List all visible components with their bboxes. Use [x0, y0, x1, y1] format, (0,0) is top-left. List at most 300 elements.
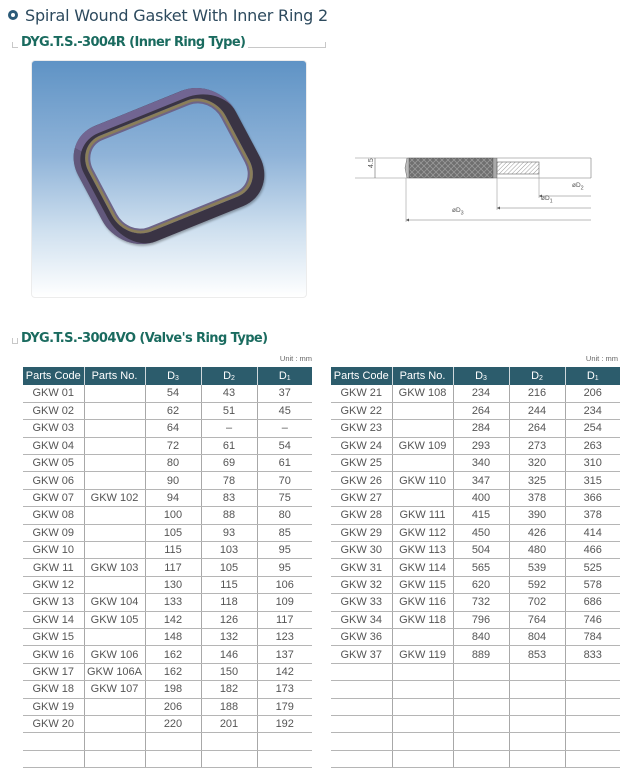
- d3-cell: 162: [145, 646, 201, 663]
- parts-code-cell: GKW 36: [331, 628, 392, 645]
- table-row: [331, 385, 620, 402]
- table-row: [23, 489, 312, 506]
- table-row: [331, 542, 620, 559]
- d3-cell: 115: [145, 542, 201, 559]
- d1-dimension-label: $øD_1$: [541, 195, 553, 205]
- d2-cell: 378: [509, 489, 565, 506]
- table-row: [331, 559, 620, 576]
- d1-cell: 173: [257, 681, 312, 698]
- d3-cell: 293: [453, 437, 509, 454]
- table-header-row: [331, 367, 620, 385]
- circle-bullet-icon: [8, 10, 18, 20]
- d1-cell: 106: [257, 576, 312, 593]
- parts-no-cell: [392, 489, 453, 506]
- table-row: [23, 733, 312, 750]
- subscript: 1: [549, 198, 553, 205]
- gasket-ring-image: [60, 76, 279, 255]
- parts-no-cell: GKW 102: [84, 489, 145, 506]
- d1-cell: 234: [565, 402, 620, 419]
- d2-cell: [509, 681, 565, 698]
- d1-cell: 686: [565, 594, 620, 611]
- d1-cell: 179: [257, 698, 312, 715]
- parts-no-cell: [392, 628, 453, 645]
- section-header-valve-ring: [12, 326, 312, 346]
- table-row: [331, 524, 620, 541]
- d1-cell: 61: [257, 455, 312, 472]
- table-row: [331, 576, 620, 593]
- table-row: [331, 663, 620, 680]
- table-row: [331, 472, 620, 489]
- table-header-row: [23, 367, 312, 385]
- d2-cell: 320: [509, 455, 565, 472]
- parts-no-cell: [392, 750, 453, 767]
- parts-code-cell: GKW 06: [23, 472, 84, 489]
- d3-cell: 54: [145, 385, 201, 402]
- parts-no-cell: GKW 106: [84, 646, 145, 663]
- d3-cell: [145, 750, 201, 767]
- d3-cell: 889: [453, 646, 509, 663]
- table-row: [23, 559, 312, 576]
- d3-cell: [453, 681, 509, 698]
- parts-code-cell: GKW 08: [23, 507, 84, 524]
- d2-cell: 804: [509, 628, 565, 645]
- d3-cell: 504: [453, 542, 509, 559]
- parts-no-cell: GKW 104: [84, 594, 145, 611]
- unit-label-left: Unit : mm: [279, 354, 312, 363]
- parts-no-cell: GKW 103: [84, 559, 145, 576]
- d1-cell: 315: [565, 472, 620, 489]
- parts-code-cell: GKW 09: [23, 524, 84, 541]
- d2-cell: [509, 663, 565, 680]
- parts-code-cell: [331, 663, 392, 680]
- table-row: [331, 437, 620, 454]
- parts-code-cell: GKW 07: [23, 489, 84, 506]
- subscript: 3: [175, 375, 179, 382]
- d1-cell: 578: [565, 576, 620, 593]
- d2-cell: 325: [509, 472, 565, 489]
- parts-no-cell: GKW 118: [392, 611, 453, 628]
- d1-cell: 95: [257, 542, 312, 559]
- d1-cell: 54: [257, 437, 312, 454]
- parts-code-cell: GKW 04: [23, 437, 84, 454]
- cross-section-drawing: [355, 148, 625, 228]
- table-row: [331, 628, 620, 645]
- d1-cell: 137: [257, 646, 312, 663]
- parts-code-cell: GKW 03: [23, 420, 84, 437]
- table-row: [23, 594, 312, 611]
- d3-cell: 162: [145, 663, 201, 680]
- d2-cell: 539: [509, 559, 565, 576]
- unit-label-right: Unit : mm: [585, 354, 618, 363]
- col-header-parts-no: Parts No.: [84, 367, 145, 385]
- d1-cell: 206: [565, 385, 620, 402]
- parts-code-cell: [23, 733, 84, 750]
- page-title: [8, 4, 328, 26]
- parts-code-cell: GKW 14: [23, 611, 84, 628]
- d1-cell: [565, 733, 620, 750]
- d2-cell: 426: [509, 524, 565, 541]
- d3-cell: [453, 663, 509, 680]
- parts-no-cell: GKW 110: [392, 472, 453, 489]
- table-row: [331, 402, 620, 419]
- parts-no-cell: [392, 402, 453, 419]
- d1-cell: 784: [565, 628, 620, 645]
- table-row: [23, 524, 312, 541]
- parts-no-cell: [392, 733, 453, 750]
- parts-no-cell: GKW 116: [392, 594, 453, 611]
- parts-code-cell: GKW 33: [331, 594, 392, 611]
- col-header-d3: $D_3$: [145, 367, 201, 385]
- table-row: [23, 646, 312, 663]
- d3-cell: 64: [145, 420, 201, 437]
- d1-cell: 85: [257, 524, 312, 541]
- table-row: [331, 594, 620, 611]
- parts-no-cell: [84, 472, 145, 489]
- d2-cell: 146: [201, 646, 257, 663]
- table-row: [331, 646, 620, 663]
- table-row: [23, 750, 312, 767]
- section-title: DYG.T.S.-3004R (Inner Ring Type): [18, 35, 248, 50]
- col-header-parts-code: Parts Code: [23, 367, 84, 385]
- parts-no-cell: [84, 576, 145, 593]
- gasket-photo: [31, 60, 307, 298]
- table-row: [331, 733, 620, 750]
- d3-cell: 117: [145, 559, 201, 576]
- d2-cell: 43: [201, 385, 257, 402]
- table-row: [23, 385, 312, 402]
- d3-cell: 840: [453, 628, 509, 645]
- d3-cell: [453, 733, 509, 750]
- d2-cell: 853: [509, 646, 565, 663]
- d1-cell: 45: [257, 402, 312, 419]
- d3-cell: 415: [453, 507, 509, 524]
- parts-code-cell: GKW 25: [331, 455, 392, 472]
- section-header-inner-ring: [12, 30, 326, 50]
- parts-no-cell: GKW 113: [392, 542, 453, 559]
- d1-cell: 80: [257, 507, 312, 524]
- parts-no-cell: GKW 105: [84, 611, 145, 628]
- table-row: [331, 715, 620, 732]
- parts-code-cell: GKW 22: [331, 402, 392, 419]
- d1-cell: 75: [257, 489, 312, 506]
- parts-no-cell: [84, 507, 145, 524]
- parts-code-cell: GKW 27: [331, 489, 392, 506]
- table-row: [23, 611, 312, 628]
- d2-cell: 115: [201, 576, 257, 593]
- d2-cell: 88: [201, 507, 257, 524]
- svg-text:4.5: 4.5: [368, 158, 375, 168]
- d1-cell: 466: [565, 542, 620, 559]
- parts-code-cell: [331, 750, 392, 767]
- parts-code-cell: GKW 05: [23, 455, 84, 472]
- d2-cell: 93: [201, 524, 257, 541]
- table-row: [331, 489, 620, 506]
- parts-code-cell: GKW 02: [23, 402, 84, 419]
- parts-no-cell: [392, 455, 453, 472]
- table-row: [23, 455, 312, 472]
- parts-no-cell: GKW 112: [392, 524, 453, 541]
- d1-cell: [565, 698, 620, 715]
- d3-cell: [453, 715, 509, 732]
- table-row: [23, 663, 312, 680]
- d1-cell: 366: [565, 489, 620, 506]
- d3-cell: [453, 750, 509, 767]
- parts-code-cell: GKW 15: [23, 628, 84, 645]
- parts-code-cell: GKW 31: [331, 559, 392, 576]
- parts-code-cell: GKW 10: [23, 542, 84, 559]
- parts-code-cell: GKW 28: [331, 507, 392, 524]
- d2-cell: –: [201, 420, 257, 437]
- parts-code-cell: GKW 30: [331, 542, 392, 559]
- d3-cell: 105: [145, 524, 201, 541]
- col-header-d2: $D_2$: [201, 367, 257, 385]
- d1-cell: 70: [257, 472, 312, 489]
- d1-cell: [257, 750, 312, 767]
- d2-cell: 264: [509, 420, 565, 437]
- parts-no-cell: [84, 420, 145, 437]
- table-row: [23, 715, 312, 732]
- parts-no-cell: [84, 524, 145, 541]
- col-header-d1: $D_1$: [257, 367, 312, 385]
- parts-code-cell: GKW 23: [331, 420, 392, 437]
- subscript: 1: [594, 375, 599, 382]
- d3-cell: 796: [453, 611, 509, 628]
- parts-code-cell: GKW 26: [331, 472, 392, 489]
- parts-no-cell: [84, 628, 145, 645]
- parts-no-cell: [84, 542, 145, 559]
- table-row: [23, 437, 312, 454]
- d2-cell: 69: [201, 455, 257, 472]
- parts-no-cell: GKW 109: [392, 437, 453, 454]
- parts-no-cell: [392, 420, 453, 437]
- d1-cell: 37: [257, 385, 312, 402]
- d1-cell: –: [257, 420, 312, 437]
- d3-cell: 284: [453, 420, 509, 437]
- table-row: [23, 681, 312, 698]
- d3-cell: 130: [145, 576, 201, 593]
- subscript: 3: [483, 375, 487, 382]
- parts-code-cell: GKW 37: [331, 646, 392, 663]
- subscript: 2: [231, 375, 235, 382]
- d3-cell: 142: [145, 611, 201, 628]
- d2-cell: 702: [509, 594, 565, 611]
- table-row: [23, 698, 312, 715]
- d1-cell: [565, 750, 620, 767]
- parts-no-cell: GKW 119: [392, 646, 453, 663]
- d3-cell: 450: [453, 524, 509, 541]
- d3-cell: 732: [453, 594, 509, 611]
- table-row: [23, 420, 312, 437]
- spec-table-right: [331, 367, 620, 768]
- parts-no-cell: [84, 750, 145, 767]
- subscript: 2: [539, 375, 543, 382]
- d2-cell: 188: [201, 698, 257, 715]
- table-row: [331, 507, 620, 524]
- table-row: [23, 472, 312, 489]
- d2-cell: 105: [201, 559, 257, 576]
- col-header-parts-code: Parts Code: [331, 367, 392, 385]
- parts-code-cell: GKW 24: [331, 437, 392, 454]
- d3-cell: 94: [145, 489, 201, 506]
- parts-no-cell: [84, 733, 145, 750]
- cross-section-diagram: [355, 148, 625, 228]
- d2-cell: 764: [509, 611, 565, 628]
- spec-table-left: [23, 367, 312, 768]
- d1-cell: 833: [565, 646, 620, 663]
- d2-cell: 132: [201, 628, 257, 645]
- parts-code-cell: [331, 681, 392, 698]
- parts-no-cell: [84, 455, 145, 472]
- parts-no-cell: GKW 115: [392, 576, 453, 593]
- d2-cell: [509, 698, 565, 715]
- table-row: [23, 402, 312, 419]
- col-header-d1: $D_1$: [565, 367, 620, 385]
- d1-cell: 142: [257, 663, 312, 680]
- parts-code-cell: GKW 17: [23, 663, 84, 680]
- d2-cell: 244: [509, 402, 565, 419]
- parts-code-cell: [331, 715, 392, 732]
- d1-cell: 123: [257, 628, 312, 645]
- parts-no-cell: GKW 108: [392, 385, 453, 402]
- parts-no-cell: [84, 385, 145, 402]
- d1-cell: 109: [257, 594, 312, 611]
- d1-cell: [257, 733, 312, 750]
- d3-dimension-label: $øD_3$: [452, 207, 464, 217]
- parts-code-cell: GKW 01: [23, 385, 84, 402]
- parts-no-cell: [392, 698, 453, 715]
- d1-cell: [565, 681, 620, 698]
- parts-code-cell: GKW 18: [23, 681, 84, 698]
- parts-code-cell: [23, 750, 84, 767]
- parts-code-cell: GKW 16: [23, 646, 84, 663]
- subscript: 3: [460, 210, 464, 217]
- parts-no-cell: [392, 715, 453, 732]
- d3-cell: 90: [145, 472, 201, 489]
- d1-cell: 525: [565, 559, 620, 576]
- d2-dimension-label: $øD_2$: [572, 182, 584, 192]
- d1-cell: 746: [565, 611, 620, 628]
- d3-cell: 62: [145, 402, 201, 419]
- page-title-text: Spiral Wound Gasket With Inner Ring 2: [25, 5, 328, 25]
- parts-no-cell: [84, 715, 145, 732]
- d3-cell: 234: [453, 385, 509, 402]
- d1-cell: 254: [565, 420, 620, 437]
- col-header-d3: $D_3$: [453, 367, 509, 385]
- parts-no-cell: GKW 114: [392, 559, 453, 576]
- d3-cell: 340: [453, 455, 509, 472]
- parts-code-cell: GKW 19: [23, 698, 84, 715]
- d3-cell: 620: [453, 576, 509, 593]
- d1-cell: 192: [257, 715, 312, 732]
- table-row: [331, 698, 620, 715]
- d2-cell: 273: [509, 437, 565, 454]
- d2-cell: 51: [201, 402, 257, 419]
- parts-code-cell: GKW 32: [331, 576, 392, 593]
- d1-cell: [565, 715, 620, 732]
- d2-cell: [509, 733, 565, 750]
- parts-no-cell: GKW 107: [84, 681, 145, 698]
- parts-no-cell: [392, 663, 453, 680]
- d3-cell: 133: [145, 594, 201, 611]
- d1-cell: 310: [565, 455, 620, 472]
- parts-code-cell: GKW 34: [331, 611, 392, 628]
- d3-cell: 220: [145, 715, 201, 732]
- d2-cell: 78: [201, 472, 257, 489]
- d2-cell: [509, 750, 565, 767]
- d2-cell: 126: [201, 611, 257, 628]
- subscript: 1: [286, 375, 291, 382]
- col-header-parts-no: Parts No.: [392, 367, 453, 385]
- d2-cell: [201, 733, 257, 750]
- d3-cell: 100: [145, 507, 201, 524]
- d1-cell: [565, 663, 620, 680]
- d3-cell: [145, 733, 201, 750]
- d2-cell: 216: [509, 385, 565, 402]
- d3-cell: 400: [453, 489, 509, 506]
- d2-cell: 103: [201, 542, 257, 559]
- table-row: [23, 576, 312, 593]
- parts-code-cell: [331, 698, 392, 715]
- parts-no-cell: GKW 106A: [84, 663, 145, 680]
- d3-cell: 72: [145, 437, 201, 454]
- d3-cell: 347: [453, 472, 509, 489]
- table-row: [331, 611, 620, 628]
- parts-no-cell: [84, 698, 145, 715]
- table-row: [331, 455, 620, 472]
- d2-cell: 201: [201, 715, 257, 732]
- parts-code-cell: GKW 11: [23, 559, 84, 576]
- parts-code-cell: GKW 29: [331, 524, 392, 541]
- d3-cell: 565: [453, 559, 509, 576]
- table-row: [23, 542, 312, 559]
- d2-cell: 390: [509, 507, 565, 524]
- subscript: 2: [580, 185, 584, 192]
- table-row: [331, 681, 620, 698]
- parts-no-cell: [392, 681, 453, 698]
- parts-code-cell: GKW 12: [23, 576, 84, 593]
- section-title: DYG.T.S.-3004VO (Valve's Ring Type): [18, 331, 270, 346]
- d3-cell: 206: [145, 698, 201, 715]
- d3-cell: 80: [145, 455, 201, 472]
- parts-code-cell: GKW 21: [331, 385, 392, 402]
- parts-code-cell: [331, 733, 392, 750]
- table-row: [331, 420, 620, 437]
- d2-cell: 83: [201, 489, 257, 506]
- d1-cell: 117: [257, 611, 312, 628]
- table-row: [331, 750, 620, 767]
- parts-no-cell: [84, 402, 145, 419]
- d2-cell: 61: [201, 437, 257, 454]
- table-row: [23, 628, 312, 645]
- d1-cell: 95: [257, 559, 312, 576]
- d2-cell: 118: [201, 594, 257, 611]
- d2-cell: 150: [201, 663, 257, 680]
- d2-cell: [509, 715, 565, 732]
- d3-cell: 264: [453, 402, 509, 419]
- d2-cell: 480: [509, 542, 565, 559]
- d3-cell: [453, 698, 509, 715]
- parts-no-cell: [84, 437, 145, 454]
- d3-cell: 148: [145, 628, 201, 645]
- parts-no-cell: GKW 111: [392, 507, 453, 524]
- d2-cell: 592: [509, 576, 565, 593]
- d1-cell: 378: [565, 507, 620, 524]
- d2-cell: [201, 750, 257, 767]
- parts-code-cell: GKW 13: [23, 594, 84, 611]
- d2-cell: 182: [201, 681, 257, 698]
- table-row: [23, 507, 312, 524]
- d3-cell: 198: [145, 681, 201, 698]
